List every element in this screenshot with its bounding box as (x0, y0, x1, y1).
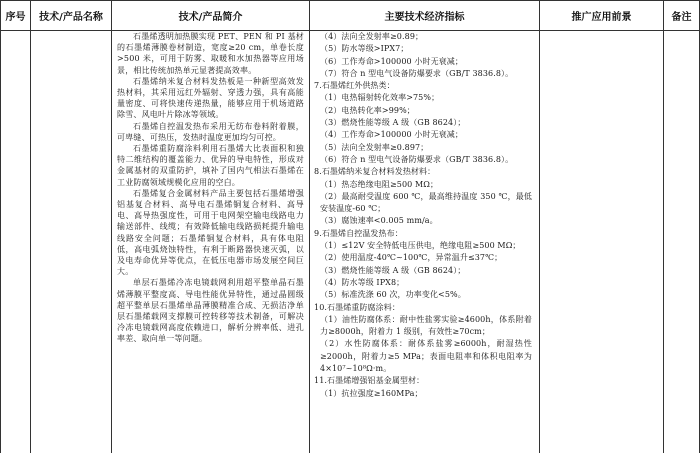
col-divider (111, 0, 112, 453)
metrics-section-heading: 8.石墨烯纳米复合材料发热材料： (314, 167, 436, 177)
intro-paragraph: 石墨烯纳米复合材料发热板是一种新型高效发热材料，其采用远红外辐射、穿透力强，具有高能量密度、可将快速传递热量，能够应用于机场道路除雪、风电叶片除冰等领域。 (117, 76, 304, 120)
metrics-cell (314, 31, 532, 453)
metrics-line: （2）水性防腐体系：耐体系盐雾≥6000h，耐湿热性≥2000h，附着力≥5 MPa；表面电阻率和体积电阻率为 4×10⁷~10⁸Ω·m。 (320, 339, 532, 374)
metrics-line: （2）使用温度-40℃~100℃，异常温升≤37℃； (320, 253, 503, 263)
header-name: 技术/产品名称 (39, 11, 103, 23)
intro-paragraph: 单层石墨烯冷冻电镜载网利用超平整单晶石墨烯薄膜平整度高、导电性能优异特性，通过晶圆级超平整单层石墨烯单晶薄膜精准合成、无损洁净单层石墨烯载网支撑膜可控转移等技术制备，可解决冷冻电镜载网高度依赖进口，解析分辨率低、进孔率差、取向单一等问题。 (117, 278, 304, 344)
intro-cell (117, 31, 304, 453)
header-remark: 备注 (671, 11, 692, 23)
metrics-line: （1）油性防腐体系：耐中性盐雾实验≥4600h，体系附着力≥8000h，附着力 1 级别，有效性≥70cm； (320, 314, 532, 337)
header-seq: 序号 (5, 11, 26, 23)
metrics-line: （3）燃烧性能等级 A 级（GB 8624）； (320, 118, 466, 128)
metrics-line: （6）符合 n 型电气设备防爆要求（GB/T 3836.8）。 (320, 154, 514, 164)
metrics-line: （3）燃烧性能等级 A 级（GB 8624）； (320, 265, 466, 275)
metrics-line: （3）腐蚀速率<0.005 mm/a。 (320, 216, 438, 226)
intro-paragraph: 石墨烯透明加热膜实现 PET、PEN 和 PI 基材的石墨烯薄膜卷材制造，宽度≥20 cm，单卷长度>500 米，可用于防雾、取暖和水加热器等应用场景，相比传统加热单元显著提高效率。 (117, 32, 304, 75)
intro-paragraph: 石墨烯复合金属材料产品主要包括石墨烯增强铝基复合材料、高导电石墨烯铜复合材料、高导电、高导热强度性，可用于电网架空输电线路电力输送部件、线缆；有效降低输电线路损耗提升输电线路安全问题；石墨烯铜复合材料，具有体电阻低，高电弧烧蚀特性，有利于断路器快速灭弧，以及电寿命优异等优点，在低压电器市场发展空间巨大。 (117, 188, 304, 277)
intro-paragraph: 石墨烯重防腐涂料利用石墨烯大比表面积和独特二维结构的覆盖能力、优异的导电特性，形成对金属基材的双重防护，填补了国内气相法石墨烯在工业防腐领域规模化应用的空白。 (117, 144, 304, 187)
metrics-line: （4）工作寿命>100000 小时无衰减； (320, 130, 463, 140)
intro-paragraph: 石墨烯自控温发热布采用无纺布卷料附着膜，可卑缝、可热压，发热时温度更加均匀可控。 (117, 121, 304, 142)
metrics-line: （1）热态绝缘电阻≥500 MΩ； (320, 179, 439, 189)
metrics-line: （5）防水等级>IPX7； (320, 44, 409, 54)
metrics-line: （4）法向全发射率≥0.89； (320, 32, 424, 41)
metrics-line: （5）法向全发射率≥0.897； (320, 142, 429, 152)
metrics-line: （6）工作寿命>100000 小时无衰减； (320, 56, 463, 66)
header-metrics: 主要技术经济指标 (384, 11, 465, 23)
metrics-line: （2）电热转化率>99%； (320, 105, 415, 115)
col-divider (663, 0, 664, 453)
metrics-line: （2）最高耐受温度 600 ℃，最高维持温度 350 ℃，最低安装温度-60 ℃； (320, 191, 532, 214)
col-divider (309, 0, 310, 453)
header-prospect: 推广应用前景 (571, 11, 632, 23)
header-intro: 技术/产品简介 (178, 11, 243, 23)
metrics-section-heading: 10.石墨烯重防腐涂料： (314, 302, 400, 312)
col-divider (0, 0, 1, 453)
metrics-line: （4）防水等级 IPX8； (320, 277, 405, 287)
col-divider (539, 0, 540, 453)
metrics-section-heading: 11.石墨烯增强铝基金属型材： (314, 376, 425, 386)
col-divider (30, 0, 31, 453)
metrics-line: （5）标准洗涤 60 次，功率变化<5%。 (320, 290, 466, 300)
metrics-line: （1）≤12V 安全特低电压供电，绝缘电阻≥500 MΩ； (320, 241, 521, 251)
metrics-line: （7）符合 n 型电气设备防爆要求（GB/T 3836.8）。 (320, 68, 514, 78)
metrics-section-heading: 7.石墨烯红外供热类： (314, 81, 395, 91)
metrics-line: （1）电热辐射转化效率>75%； (320, 93, 440, 103)
metrics-line: （1）抗拉强度≥160MPa； (320, 388, 423, 398)
metrics-section-heading: 9.石墨烯自控温发热布： (314, 228, 403, 238)
